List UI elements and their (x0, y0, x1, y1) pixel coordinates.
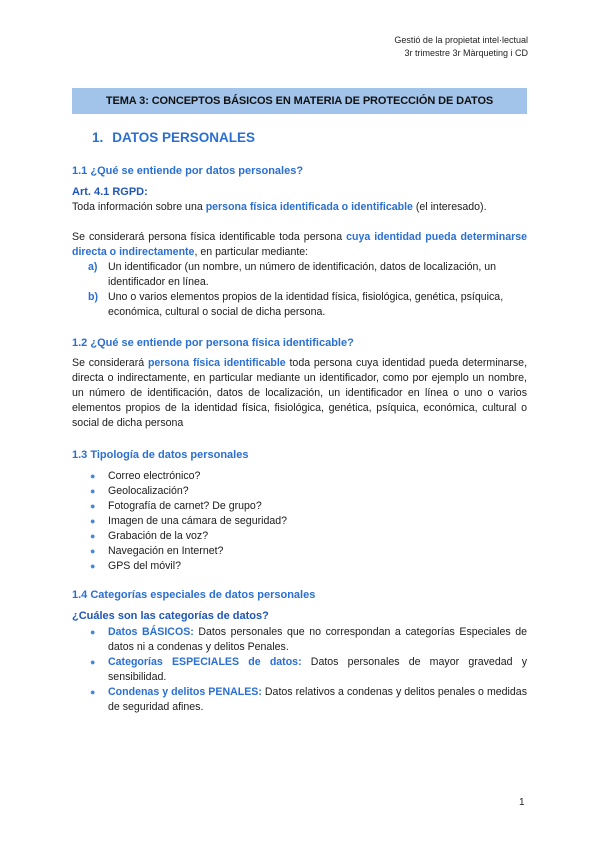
subsection-1-4-title: 1.4 Categorías especiales de datos personales (72, 589, 316, 601)
bullet-icon: ● (90, 531, 96, 541)
persona-text: Se considerará (72, 357, 148, 369)
list-item-text: Correo electrónico? (108, 470, 201, 482)
persona-highlight: persona física identificable (147, 357, 286, 369)
header-term: 3r trimestre 3r Màrqueting i CD (404, 48, 528, 58)
list-marker: b) (88, 291, 98, 303)
identifiable-text-end: , en particular mediante: (194, 246, 309, 258)
list-item-text: Uno o varios elementos propios de la identidad física, fisiológica, genética, psíquica, económica, cultural o social de dicha persona. (108, 291, 504, 318)
category-label: Categorías ESPECIALES de datos: (108, 656, 302, 668)
bullet-icon: ● (90, 657, 96, 667)
identifiable-highlight: cuya identidad pueda determinarse directa o indirectamente (72, 231, 527, 258)
list-item-text: GPS del móvil? (108, 560, 182, 572)
list-item (72, 499, 527, 514)
category-text: Datos personales que no correspondan a categorías Especiales de datos ni a condenas y delitos Penales. (108, 626, 527, 653)
list-item-text: Navegación en Internet? (108, 545, 224, 557)
categories-question: ¿Cuáles son las categorías de datos? (72, 610, 269, 622)
list-item (72, 529, 527, 544)
section-1-heading (92, 130, 255, 145)
page-header (394, 34, 528, 60)
data-types-list (72, 469, 527, 574)
section-1-title: DATOS PERSONALES (112, 130, 256, 145)
persona-text-end: toda persona cuya identidad pueda determinarse, directa o indirectamente, en particular mediante un identificador, como por ejemplo un nombre, un número de identificación, datos de localización, un identificador en línea o uno o varios elementos propios de la identidad física, fisiológica, genética, psíquica, económica, cultural o social de dicha persona (72, 357, 528, 429)
list-item (72, 544, 527, 559)
identifier-list (72, 260, 527, 320)
list-item (72, 290, 527, 320)
subsection-1-3-title: 1.3 Tipología de datos personales (72, 449, 249, 461)
bullet-icon: ● (90, 561, 96, 571)
list-item-text: Geolocalización? (108, 485, 189, 497)
definition-text: Toda información sobre una (72, 201, 206, 213)
list-item (72, 559, 527, 574)
category-text: Datos personales de mayor gravedad y sensibilidad. (108, 656, 527, 683)
list-item (72, 655, 527, 685)
subsection-1-1-title: 1.1 ¿Qué se entiende por datos personales? (72, 165, 304, 177)
definition-paragraph (72, 200, 527, 215)
list-item-text: Imagen de una cámara de seguridad? (108, 515, 288, 527)
category-label: Condenas y delitos PENALES: (108, 686, 262, 698)
bullet-icon: ● (90, 501, 96, 511)
page-number: 1 (519, 797, 525, 808)
list-item (72, 484, 527, 499)
topic-banner: TEMA 3: CONCEPTOS BÁSICOS EN MATERIA DE PROTECCIÓN DE DATOS (72, 88, 527, 114)
identifiable-paragraph (72, 230, 527, 260)
bullet-icon: ● (90, 627, 96, 637)
list-marker: a) (88, 261, 98, 273)
bullet-icon: ● (90, 471, 96, 481)
list-item (72, 260, 527, 290)
bullet-icon: ● (90, 546, 96, 556)
bullet-icon: ● (90, 687, 96, 697)
list-item (72, 469, 527, 484)
bullet-icon: ● (90, 516, 96, 526)
list-item (72, 514, 527, 529)
definition-highlight: persona física identificada o identificable (205, 201, 413, 213)
list-item-text: Fotografía de carnet? De grupo? (108, 500, 262, 512)
identifiable-text: Se considerará persona física identificable toda persona (72, 231, 347, 243)
article-title: Art. 4.1 RGPD: (72, 186, 148, 198)
list-item (72, 625, 527, 655)
categories-list (72, 625, 527, 715)
list-item-text: Grabación de la voz? (108, 530, 209, 542)
category-text: Datos relativos a condenas y delitos penales o medidas de seguridad afines. (108, 686, 527, 713)
section-1-number: 1. (92, 130, 104, 145)
category-label: Datos BÁSICOS: (108, 626, 194, 638)
list-item-text: Un identificador (un nombre, un número de identificación, datos de localización, un identificador en línea. (108, 261, 497, 288)
bullet-icon: ● (90, 486, 96, 496)
persona-paragraph (72, 356, 527, 431)
list-item (72, 685, 527, 715)
subsection-1-2-title: 1.2 ¿Qué se entiende por persona física identificable? (72, 337, 354, 349)
header-course: Gestió de la propietat intel·lectual (394, 35, 528, 45)
definition-text-end: (el interesado). (412, 201, 487, 213)
